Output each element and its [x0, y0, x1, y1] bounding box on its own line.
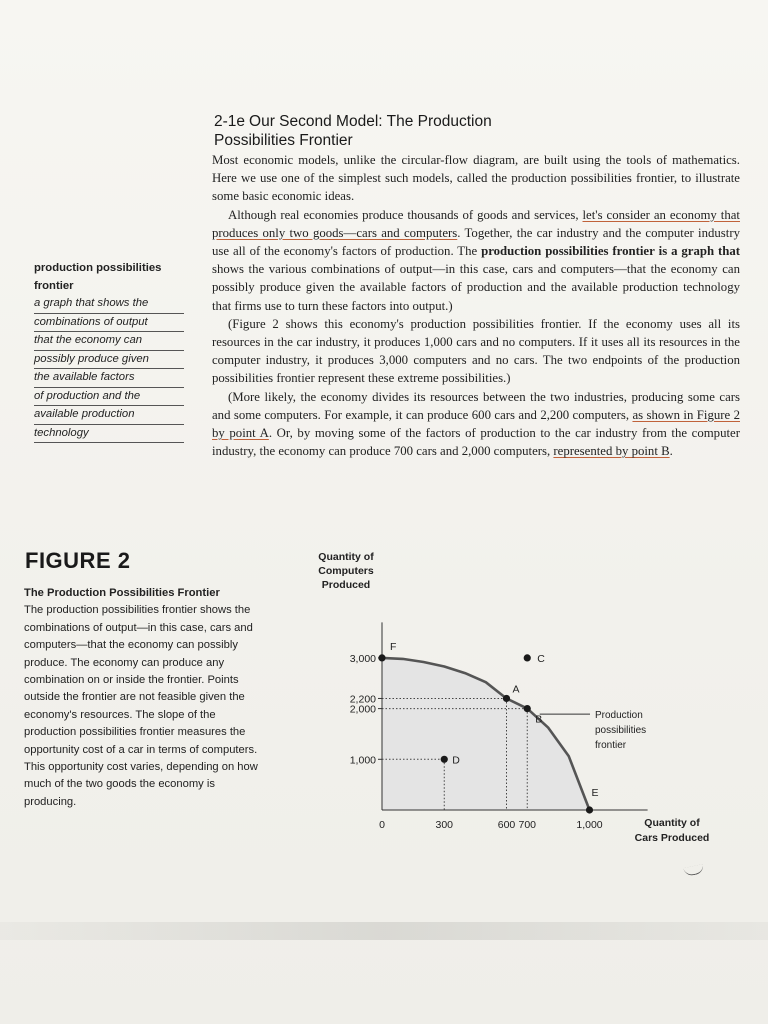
paragraph-2-text-a: Although real economies produce thousands of goods and services,	[228, 207, 583, 222]
paragraph-3-text: (Figure 2 shows this economy's production possibilities frontier. If the economy uses all its resources in the car industry, it produces 1,000 cars and no computers. If it uses all its resources in the computer industry, it produces 3,000 computers and no cars. The two endpoints of the production possibilities frontier represent these extreme possibilities.)	[212, 316, 740, 386]
point-a	[503, 695, 510, 702]
point-label: D	[452, 754, 460, 767]
feasible-region	[382, 658, 590, 810]
section-number: 2-1e	[214, 113, 246, 130]
figure-caption-title: The Production Possibilities Frontier	[24, 587, 220, 599]
y-axis-title: Computers	[318, 565, 374, 577]
definition-line: of production and the	[34, 388, 184, 407]
definition-line: a graph that shows the	[34, 295, 184, 314]
x-tick-label: 700	[518, 819, 537, 831]
frontier-label: frontier	[595, 740, 627, 752]
point-label: B	[535, 713, 543, 726]
section-title-line2: Possibilities Frontier	[214, 132, 353, 149]
paragraph-2-text-b: . Together, the car industry and the computer industry use all of the economy's factors of production. The	[212, 225, 740, 259]
y-tick-label: 2,000	[349, 703, 376, 716]
paragraph-4-underline-a: as shown in Figure 2 by point A	[212, 407, 740, 441]
definition-line: that the economy can	[34, 332, 184, 351]
y-tick-label: 2,200	[349, 693, 376, 706]
point-label: F	[390, 640, 397, 653]
margin-term: production possibilities frontier	[34, 262, 162, 292]
definition-line: possibly produce given	[34, 351, 184, 370]
point-c	[524, 654, 531, 661]
definition-line: combinations of output	[34, 314, 184, 333]
y-axis-title: Produced	[321, 579, 371, 591]
figure-label: FIGURE 2	[25, 548, 131, 573]
y-tick-label: 3,000	[349, 652, 376, 665]
point-e	[586, 806, 593, 813]
paragraph-4-text-a: (More likely, the economy divides its resources between the two industries, producing some cars and some computers. For example, it can produce 600 cars and 2,200 computers,	[212, 389, 740, 422]
frontier-label: Production	[595, 710, 643, 722]
definition-line: the available factors	[34, 369, 184, 388]
paragraph-4-text-c: .	[669, 444, 673, 459]
x-tick-label: 1,000	[576, 819, 603, 831]
y-tick-label: 1,000	[349, 754, 376, 767]
x-tick-label: 0	[379, 819, 385, 831]
point-f	[378, 654, 385, 661]
point-d	[441, 756, 448, 763]
figure-caption-text: The production possibilities frontier shows the combinations of output—in this case, cars and computers—that the economy can possibly produce. The economy can produce any combination on or inside the frontier. Points outside the frontier are not feasible given the economy's resources. The slope of the production possibilities frontier measures the opportunity cost of a car in terms of computers. This opportunity cost varies, depending on how much of the two goods the economy is producing.	[24, 604, 258, 808]
x-tick-label: 300	[435, 819, 454, 831]
x-axis-title: Quantity of	[644, 817, 700, 829]
point-label: E	[591, 787, 599, 799]
key-term-bold-2: is a graph that	[658, 244, 741, 259]
x-tick-label: 600	[497, 819, 516, 831]
section-title-line1: Our Second Model: The Production	[249, 113, 492, 130]
frontier-label: possibilities	[595, 725, 647, 737]
paragraph-4-text-b: . Or, by moving some of the factors of production to the car industry from the computer industry, the economy can produce 700 cars and 2,000 computers,	[212, 426, 740, 459]
paragraph-2-text-c: shows the various combinations of output—in this case, cars and computers—that the economy can possibly produce given the available factors of production and the available production technology that firms use to turn these factors into output.)	[212, 262, 740, 313]
definition-line: available production	[34, 406, 184, 425]
scan-artifact	[0, 922, 768, 940]
key-term-bold: production possibilities frontier	[481, 244, 655, 259]
point-label: C	[537, 652, 545, 665]
point-label: A	[512, 683, 520, 696]
definition-line: technology	[34, 425, 184, 444]
paragraph-1-text: Most economic models, unlike the circular-flow diagram, are built using the tools of mathematics. Here we use one of the simplest such models, called the production possibilities frontier, to illustrate some basic economic ideas.	[212, 153, 740, 204]
y-axis-title: Quantity of	[318, 551, 374, 563]
paragraph-4-underline-b: represented by point B	[553, 444, 670, 459]
point-b	[524, 705, 531, 712]
x-axis-title: Cars Produced	[634, 832, 710, 844]
paragraph-2-underline: let's consider an economy that produces only two goods—cars and computers	[212, 207, 740, 240]
